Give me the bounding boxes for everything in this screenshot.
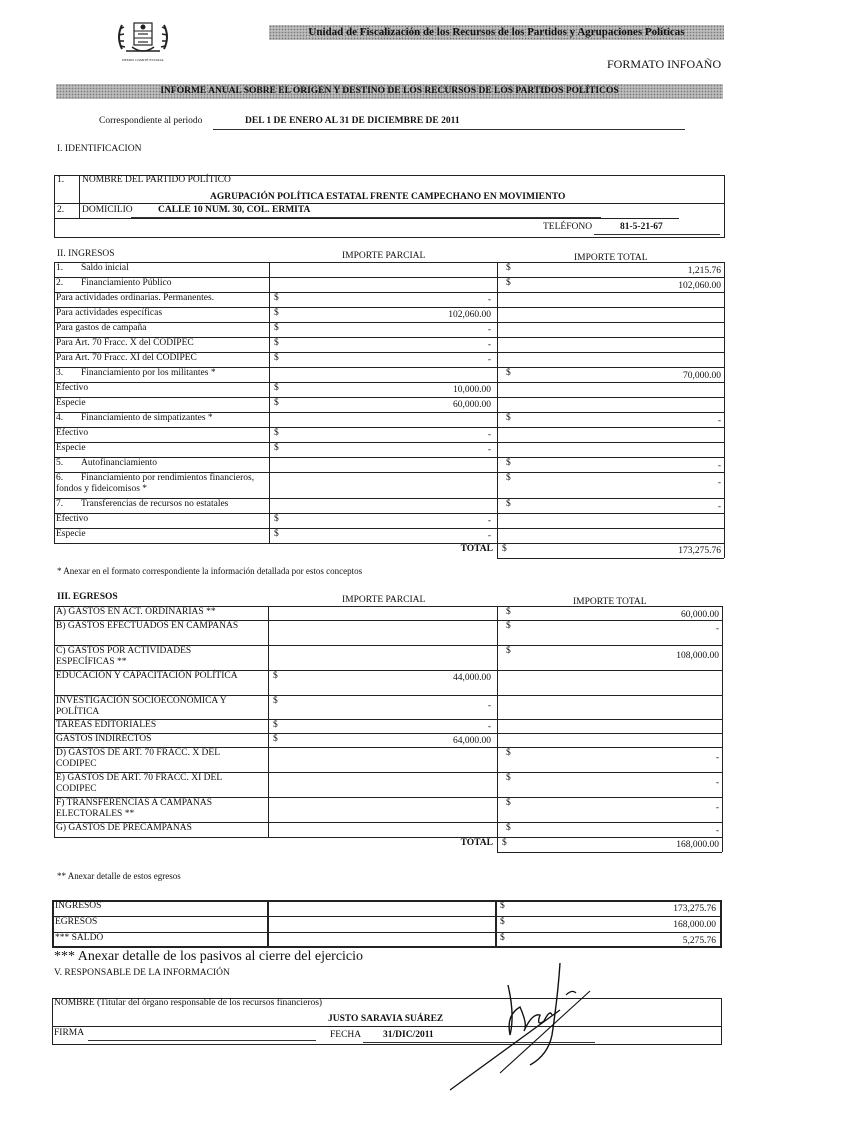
ingresos-row-number: 6. — [56, 473, 64, 483]
egresos-total-value: - — [715, 778, 719, 788]
ingresos-row-line — [54, 397, 724, 398]
ingresos-total-currency: $ — [506, 458, 511, 468]
saldo-row-label: *** SALDO — [55, 933, 104, 943]
egresos-partial-value: - — [487, 722, 491, 732]
egresos-row-label-cont: CODIPEC — [56, 759, 97, 769]
party-name-label: NOMBRE DEL PARTIDO POLÍTICO — [82, 175, 231, 185]
egresos-row-label: A) GASTOS EN ACT. ORDINARIAS ** — [56, 607, 216, 617]
ingresos-row-line — [54, 442, 724, 443]
ingresos-row-number: 5. — [56, 458, 64, 468]
egresos-partial-value: - — [487, 701, 491, 711]
saldo-row-line — [52, 916, 722, 917]
saldo-col-divider — [267, 900, 269, 948]
ingresos-row-line — [54, 528, 724, 529]
phone-label: TELÉFONO — [543, 222, 593, 232]
ingresos-total-line — [497, 558, 724, 559]
egresos-row-label-cont: ESPECÍFICAS ** — [56, 657, 127, 667]
fecha-value: 31/DIC/2011 — [383, 1030, 434, 1040]
ingresos-row-label: Financiamiento por rendimientos financieros, — [81, 473, 255, 483]
ingresos-right-border — [724, 262, 725, 558]
ingresos-row-label: Para Art. 70 Fracc. XI del CODIPEC — [56, 353, 197, 363]
ingresos-row-line — [54, 262, 724, 263]
ingresos-total-currency: $ — [506, 263, 511, 273]
egresos-total-line — [497, 852, 722, 853]
ingresos-row-label: Saldo inicial — [81, 263, 129, 273]
saldo-row-currency: $ — [500, 917, 505, 927]
ingresos-partial-currency: $ — [274, 338, 279, 348]
ingresos-row-line — [54, 513, 724, 514]
ingresos-partial-value: 10,000.00 — [453, 385, 491, 395]
ingresos-partial-currency: $ — [274, 398, 279, 408]
section-egresos: III. EGRESOS — [57, 592, 118, 602]
saldo-row-currency: $ — [500, 933, 505, 943]
ingresos-row-label: Efectivo — [56, 383, 89, 393]
saldo-col-divider — [495, 900, 497, 948]
ingresos-row-line — [54, 322, 724, 323]
ingresos-row-label: Financiamiento de simpatizantes * — [81, 413, 213, 423]
ingresos-total-currency: $ — [506, 413, 511, 423]
ingresos-partial-value: - — [487, 445, 491, 455]
egresos-total-value: - — [715, 624, 719, 634]
egresos-note: ** Anexar detalle de estos egresos — [57, 871, 181, 881]
ingresos-row-line — [54, 382, 724, 383]
section-identificacion: I. IDENTIFICACION — [57, 144, 142, 154]
unit-title-banner: Unidad de Fiscalización de los Recursos de los Partidos y Agrupaciones Políticas — [269, 25, 724, 40]
id-number-1: 1. — [57, 175, 65, 185]
ingresos-partial-currency: $ — [274, 308, 279, 318]
ingresos-grand-total-currency: $ — [502, 544, 507, 554]
egresos-row-line — [54, 733, 722, 734]
address-value: CALLE 10 NUM. 30, COL. ERMITA — [158, 205, 311, 215]
egresos-row-label-cont: CODIPEC — [56, 784, 97, 794]
id-number-2: 2. — [57, 205, 65, 215]
ingresos-row-number: 3. — [56, 368, 64, 378]
responsable-name-label: NOMBRE (Titular del órgano responsable de los recursos financieros) — [54, 998, 323, 1008]
ingresos-left-border — [54, 262, 55, 543]
ingresos-partial-value: - — [487, 340, 491, 350]
saldo-row-line — [52, 932, 722, 933]
fecha-label: FECHA — [330, 1030, 362, 1040]
ingresos-total-currency: $ — [506, 499, 511, 509]
ingresos-row-number: 2. — [56, 278, 64, 288]
ingresos-partial-currency: $ — [274, 514, 279, 524]
ingresos-partial-currency: $ — [274, 323, 279, 333]
egresos-row-label: C) GASTOS POR ACTIVIDADES — [56, 646, 192, 656]
ingresos-row-number: 4. — [56, 413, 64, 423]
ingresos-partial-divider — [269, 262, 270, 543]
egresos-total-currency: $ — [506, 748, 511, 758]
ingresos-total-value: 70,000.00 — [683, 371, 721, 381]
egresos-row-label: B) GASTOS EFECTUADOS EN CAMPAÑAS — [56, 621, 239, 631]
ingresos-partial-value: - — [487, 516, 491, 526]
ingresos-total-divider — [497, 262, 498, 558]
egresos-total-divider — [497, 606, 498, 852]
ingresos-row-label: Especie — [56, 443, 86, 453]
egresos-partial-divider — [268, 606, 269, 837]
egresos-col-partial: IMPORTE PARCIAL — [342, 595, 426, 605]
egresos-total-currency: $ — [506, 823, 511, 833]
ingresos-col-partial: IMPORTE PARCIAL — [342, 251, 426, 261]
ingresos-partial-value: - — [487, 531, 491, 541]
ingresos-total-value: - — [717, 461, 721, 471]
saldo-row-value: 5,275.76 — [682, 936, 716, 946]
ingresos-total-label: TOTAL — [460, 544, 493, 554]
ingresos-partial-value: 60,000.00 — [453, 400, 491, 410]
address-label: DOMICILIO — [82, 205, 133, 215]
ingresos-row-label: Efectivo — [56, 514, 89, 524]
seal-logo — [112, 15, 174, 63]
ingresos-row-label: Especie — [56, 529, 86, 539]
egresos-row-label: G) GASTOS DE PRECAMPAÑAS — [56, 823, 192, 833]
ingresos-row-label: Para actividades específicas — [56, 308, 163, 318]
ingresos-row-label: Para Art. 70 Fracc. X del CODIPEC — [56, 338, 194, 348]
id-row-divider — [54, 203, 725, 204]
ingresos-partial-value: - — [487, 430, 491, 440]
responsable-name-value: JUSTO SARAVIA SUÁREZ — [328, 1014, 444, 1024]
ingresos-total-value: - — [717, 502, 721, 512]
egresos-partial-currency: $ — [273, 734, 278, 744]
ingresos-total-currency: $ — [506, 473, 511, 483]
egresos-total-value: - — [715, 803, 719, 813]
egresos-row-label: EDUCACIÓN Y CAPACITACIÓN POLÍTICA — [56, 671, 238, 681]
egresos-total-label: TOTAL — [460, 838, 493, 848]
egresos-partial-value: 44,000.00 — [453, 673, 491, 683]
egresos-total-value: - — [715, 753, 719, 763]
format-code: FORMATO INFOAÑO — [607, 57, 722, 71]
handwritten-signature — [440, 955, 600, 1095]
ingresos-row-label: Efectivo — [56, 428, 89, 438]
saldo-row-value: 168,000.00 — [673, 920, 716, 930]
egresos-left-border — [54, 606, 55, 837]
egresos-partial-value: 64,000.00 — [453, 736, 491, 746]
saldo-row-label: INGRESOS — [55, 901, 102, 911]
ingresos-partial-currency: $ — [274, 529, 279, 539]
egresos-row-label: INVESTIGACIÓN SOCIOECONÓMICA Y — [56, 696, 227, 706]
seal-caption: DEMOS COMITÉ ESTATAL — [121, 58, 165, 62]
ingresos-row-number: 7. — [56, 499, 64, 509]
egresos-row-label: D) GASTOS DE ART. 70 FRACC. X DEL — [56, 748, 221, 758]
egresos-total-currency: $ — [506, 773, 511, 783]
address-row-bottom — [54, 218, 679, 219]
saldo-row-currency: $ — [500, 901, 505, 911]
ingresos-row-label: Para gastos de campaña — [56, 323, 147, 333]
ingresos-row-label: Para actividades ordinarias. Permanentes. — [56, 293, 215, 303]
ingresos-total-currency: $ — [506, 368, 511, 378]
ingresos-partial-currency: $ — [274, 428, 279, 438]
egresos-total-value: 60,000.00 — [681, 610, 719, 620]
ingresos-row-label: Autofinanciamiento — [81, 458, 157, 468]
egresos-row-label-cont: ELECTORALES ** — [56, 809, 135, 819]
id-number-divider — [79, 175, 80, 218]
egresos-partial-currency: $ — [273, 696, 278, 706]
firma-line — [88, 1029, 316, 1041]
egresos-right-border — [722, 606, 723, 852]
egresos-col-total: IMPORTE TOTAL — [573, 597, 647, 607]
ingresos-row-label: Financiamiento por los militantes * — [81, 368, 216, 378]
period-value: DEL 1 DE ENERO AL 31 DE DICIEMBRE DE 2011 — [245, 116, 460, 126]
report-title-banner: INFORME ANUAL SOBRE EL ORIGEN Y DESTINO DE LOS RECURSOS DE LOS PARTIDOS POLÍTICOS — [56, 84, 723, 99]
ingresos-total-value: - — [717, 478, 721, 488]
saldo-row-label: EGRESOS — [55, 917, 98, 927]
ingresos-partial-value: - — [487, 295, 491, 305]
ingresos-partial-value: - — [487, 325, 491, 335]
section-ingresos: II. INGRESOS — [57, 249, 115, 259]
egresos-partial-currency: $ — [273, 671, 278, 681]
egresos-partial-currency: $ — [273, 720, 278, 730]
ingresos-partial-value: - — [487, 355, 491, 365]
phone-value: 81-5-21-67 — [620, 222, 663, 232]
ingresos-row-number: 1. — [56, 263, 64, 273]
ingresos-total-value: 1,215.76 — [687, 266, 721, 276]
ingresos-total-currency: $ — [506, 278, 511, 288]
ingresos-grand-total-value: 173,275.76 — [678, 546, 721, 556]
section-responsable: V. RESPONSABLE DE LA INFORMACIÓN — [54, 968, 230, 978]
coat-of-arms-icon — [112, 15, 174, 63]
ingresos-row-label-cont: fondos y fideicomisos * — [56, 484, 148, 494]
ingresos-partial-currency: $ — [274, 383, 279, 393]
party-name-value: AGRUPACIÓN POLÍTICA ESTATAL FRENTE CAMPECHANO EN MOVIMIENTO — [210, 192, 566, 202]
ingresos-partial-currency: $ — [274, 293, 279, 303]
ingresos-row-label: Financiamiento Público — [81, 278, 172, 288]
ingresos-row-line — [54, 427, 724, 428]
egresos-grand-total-value: 168,000.00 — [676, 840, 719, 850]
egresos-total-currency: $ — [506, 621, 511, 631]
period-label: Correspondiente al periodo — [99, 116, 203, 126]
ingresos-partial-currency: $ — [274, 353, 279, 363]
egresos-row-label: GASTOS INDIRECTOS — [56, 734, 152, 744]
egresos-total-currency: $ — [506, 798, 511, 808]
egresos-row-label: E) GASTOS DE ART. 70 FRACC. XI DEL — [56, 773, 223, 783]
egresos-total-currency: $ — [506, 607, 511, 617]
responsable-divider — [52, 1026, 722, 1027]
saldo-note: *** Anexar detalle de los pasivos al cierre del ejercicio — [54, 949, 364, 964]
ingresos-partial-value: 102,060.00 — [448, 310, 491, 320]
ingresos-row-label: Especie — [56, 398, 86, 408]
egresos-grand-total-currency: $ — [502, 838, 507, 848]
egresos-row-label: F) TRANSFERENCIAS A CAMPAÑAS — [56, 798, 213, 808]
ingresos-partial-currency: $ — [274, 443, 279, 453]
saldo-row-value: 173,275.76 — [673, 904, 716, 914]
egresos-row-label-cont: POLÍTICA — [56, 707, 100, 717]
ingresos-col-total: IMPORTE TOTAL — [574, 253, 648, 263]
egresos-row-label: TAREAS EDITORIALES — [56, 720, 157, 730]
ingresos-total-value: 102,060.00 — [678, 281, 721, 291]
firma-label: FIRMA — [54, 1028, 85, 1038]
ingresos-note: * Anexar en el formato correspondiente la información detallada por estos conceptos — [57, 566, 363, 576]
egresos-total-value: - — [715, 826, 719, 836]
ingresos-row-label: Transferencias de recursos no estatales — [81, 499, 229, 509]
egresos-total-value: 108,000.00 — [676, 651, 719, 661]
ingresos-total-value: - — [717, 416, 721, 426]
egresos-total-currency: $ — [506, 646, 511, 656]
